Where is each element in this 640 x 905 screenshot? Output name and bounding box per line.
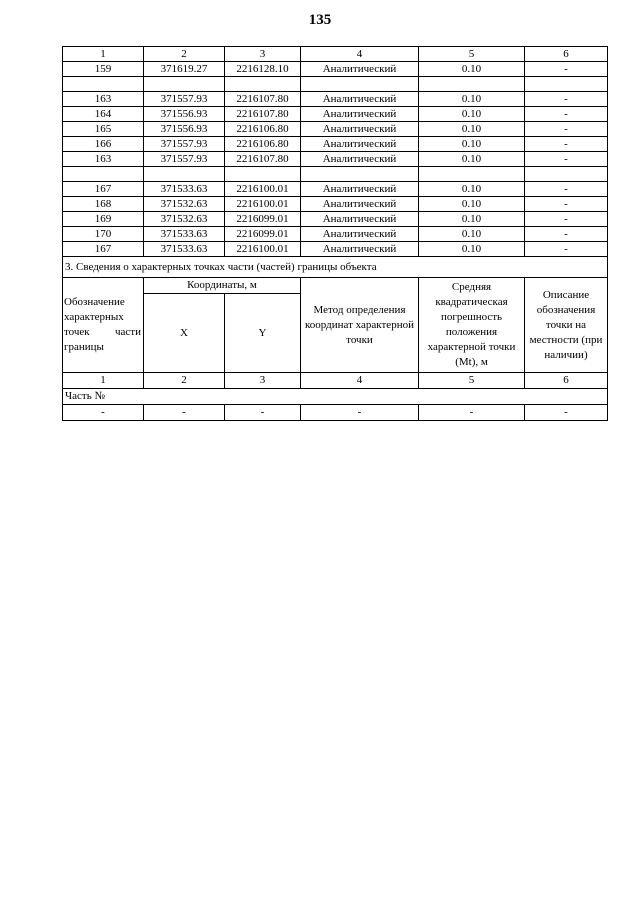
table-cell: -: [525, 122, 608, 137]
empty-cell: [419, 77, 525, 92]
section3-body: [63, 257, 608, 421]
table-cell: 371557.93: [144, 92, 225, 107]
table-row: [63, 197, 608, 212]
column-number: 4: [301, 47, 419, 62]
column-number: 6: [525, 373, 608, 389]
empty-cell: [525, 77, 608, 92]
table-row: [63, 92, 608, 107]
table-cell: Аналитический: [301, 62, 419, 77]
separator-row: [63, 167, 608, 182]
table-cell: 169: [63, 212, 144, 227]
table-cell: 2216100.01: [225, 197, 301, 212]
table-cell: 371557.93: [144, 137, 225, 152]
table-cell: Аналитический: [301, 227, 419, 242]
header-y: Y: [225, 294, 301, 373]
table-cell: -: [525, 405, 608, 421]
empty-cell: [63, 77, 144, 92]
table-cell: 0.10: [419, 227, 525, 242]
column-number-row: [63, 47, 608, 62]
column-number: 3: [225, 373, 301, 389]
table-cell: 2216107.80: [225, 92, 301, 107]
table-cell: 2216100.01: [225, 242, 301, 257]
part-label: Часть №: [63, 389, 608, 405]
table-cell: -: [525, 197, 608, 212]
empty-cell: [225, 77, 301, 92]
table-cell: 371533.63: [144, 182, 225, 197]
empty-cell: [225, 167, 301, 182]
table-cell: -: [525, 212, 608, 227]
table-cell: -: [525, 152, 608, 167]
table-cell: 168: [63, 197, 144, 212]
column-number: 4: [301, 373, 419, 389]
empty-cell: [301, 167, 419, 182]
empty-cell: [63, 167, 144, 182]
column-number: 5: [419, 47, 525, 62]
section-title: 3. Сведения о характерных точках части (частей) границы объекта: [63, 257, 608, 278]
table-row: [63, 137, 608, 152]
page-number: 135: [308, 12, 332, 28]
table-cell: 170: [63, 227, 144, 242]
empty-cell: [144, 77, 225, 92]
table-cell: 164: [63, 107, 144, 122]
table-cell: -: [525, 137, 608, 152]
empty-cell: [301, 77, 419, 92]
table-cell: 2216106.80: [225, 137, 301, 152]
table-cell: -: [525, 107, 608, 122]
table-cell: 167: [63, 182, 144, 197]
table-cell: -: [225, 405, 301, 421]
table-cell: -: [525, 242, 608, 257]
table-cell: 167: [63, 242, 144, 257]
table-cell: -: [419, 405, 525, 421]
empty-cell: [419, 167, 525, 182]
table-row: [63, 152, 608, 167]
column-number: 2: [144, 47, 225, 62]
table-cell: -: [144, 405, 225, 421]
header-x: X: [144, 294, 225, 373]
header-method: Метод определения координат характерной точки: [301, 278, 419, 373]
table-cell: 159: [63, 62, 144, 77]
table-cell: 371533.63: [144, 242, 225, 257]
table-row: [63, 405, 608, 421]
table-cell: 0.10: [419, 197, 525, 212]
header-description: Описание обозначения точки на местности (при наличии): [525, 278, 608, 373]
table-cell: Аналитический: [301, 92, 419, 107]
table-cell: Аналитический: [301, 197, 419, 212]
table1-body: [63, 47, 608, 257]
table-cell: 371556.93: [144, 107, 225, 122]
table-cell: -: [525, 92, 608, 107]
header-coordinates: Координаты, м: [144, 278, 301, 294]
header-point-designation: Обозначение характерных точек части границы: [63, 278, 144, 373]
table-row: [63, 107, 608, 122]
column-number: 6: [525, 47, 608, 62]
table-cell: 371532.63: [144, 197, 225, 212]
table-cell: 2216107.80: [225, 107, 301, 122]
table-cell: 0.10: [419, 152, 525, 167]
table-row: [63, 62, 608, 77]
header-error: Средняя квадратическая погрешность положения характерной точки (Mt), м: [419, 278, 525, 373]
table-cell: -: [525, 62, 608, 77]
column-number: 2: [144, 373, 225, 389]
table-cell: 371532.63: [144, 212, 225, 227]
table-cell: Аналитический: [301, 137, 419, 152]
table-cell: 2216099.01: [225, 227, 301, 242]
table-row: [63, 227, 608, 242]
table-cell: 2216128.10: [225, 62, 301, 77]
table-cell: 163: [63, 152, 144, 167]
table-cell: 2216100.01: [225, 182, 301, 197]
table-cell: 371533.63: [144, 227, 225, 242]
table-cell: 0.10: [419, 182, 525, 197]
table-row: [63, 242, 608, 257]
table-row: [63, 182, 608, 197]
empty-cell: [144, 167, 225, 182]
coordinates-table: [62, 46, 608, 421]
table-cell: 166: [63, 137, 144, 152]
empty-cell: [525, 167, 608, 182]
table-cell: -: [525, 227, 608, 242]
table-cell: 2216099.01: [225, 212, 301, 227]
table-cell: -: [525, 182, 608, 197]
column-number-row: [63, 373, 608, 389]
table-cell: Аналитический: [301, 152, 419, 167]
table-cell: 0.10: [419, 242, 525, 257]
table-row: [63, 122, 608, 137]
table-cell: 2216106.80: [225, 122, 301, 137]
table-cell: 0.10: [419, 137, 525, 152]
table-cell: 163: [63, 92, 144, 107]
column-number: 3: [225, 47, 301, 62]
table-cell: Аналитический: [301, 107, 419, 122]
table-row: [63, 212, 608, 227]
column-number: 1: [63, 47, 144, 62]
table-cell: -: [63, 405, 144, 421]
table-cell: 2216107.80: [225, 152, 301, 167]
table-cell: Аналитический: [301, 182, 419, 197]
table-cell: 371556.93: [144, 122, 225, 137]
table-cell: 371619.27: [144, 62, 225, 77]
table-cell: 0.10: [419, 107, 525, 122]
table-cell: 371557.93: [144, 152, 225, 167]
table-cell: 0.10: [419, 62, 525, 77]
table-cell: 0.10: [419, 212, 525, 227]
separator-row: [63, 77, 608, 92]
table-cell: Аналитический: [301, 122, 419, 137]
table-cell: Аналитический: [301, 212, 419, 227]
table-cell: 0.10: [419, 122, 525, 137]
column-number: 1: [63, 373, 144, 389]
table-cell: 0.10: [419, 92, 525, 107]
column-number: 5: [419, 373, 525, 389]
table-cell: -: [301, 405, 419, 421]
table-cell: 165: [63, 122, 144, 137]
table-cell: Аналитический: [301, 242, 419, 257]
